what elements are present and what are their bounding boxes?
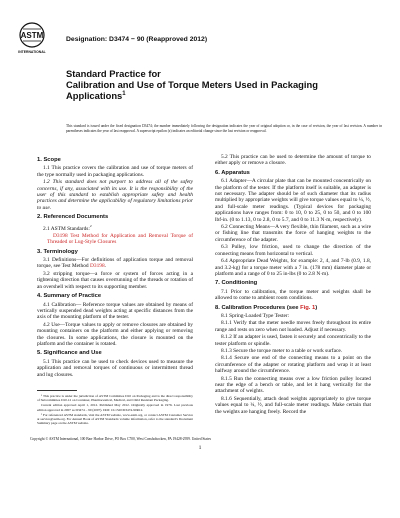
para-8-1: 8.1 Spring-Loaded Type Tester:: [221, 312, 290, 319]
section-3-heading: 3. Terminology: [37, 248, 78, 255]
section-8-heading-text: 8. Calibration Procedures (see: [215, 304, 299, 311]
para-6-3: 6.3 Pulley, low friction, used to change the direction of the connecting means from horizontal to vertical.: [215, 244, 371, 257]
para-5-2: 5.2 This practice can be used to determine the amount of torque to either apply or remove a closure.: [215, 154, 371, 167]
link-d3198[interactable]: D3198: [89, 263, 105, 270]
section-2-heading: 2. Referenced Documents: [37, 214, 109, 221]
title-line-3-text: Applications: [66, 90, 123, 101]
section-7-heading: 7. Conditioning: [215, 280, 258, 287]
para-8-1-5: 8.1.5 Run the connecting means over a low friction pulley located near the edge of a bench or table, and let it hang vertically for the attachment of weights.: [215, 375, 371, 395]
section-8-heading: [215, 305, 371, 311]
left-column: [37, 154, 193, 379]
para-1-1: 1.1 This practice covers the calibration and use of torque meters of the type normally used in packaging applications.: [37, 165, 193, 178]
para-2-1: [37, 223, 193, 232]
right-column: [215, 154, 371, 416]
reference-d3198[interactable]: [37, 233, 193, 246]
para-3-2: 3.2 stripping torque—a force or system of forces acting in a tightening direction that causes overrunning of the threads or rotation of an overshell with respect to its supporting member.: [37, 270, 193, 290]
document-title: [66, 68, 366, 101]
para-4-1: 4.1 Calibration— Reference torque values are obtained by means of vertically suspended dead weights acting at specific distances from the axis of the mounting platform of the tester.: [37, 301, 193, 321]
link-fig-1[interactable]: Fig. 1: [300, 304, 316, 311]
para-1-2-text: 1.2 This standard does not purport to address all of the safety concerns, if any, associated with its use. It is the responsibility of the user of this standard to establish appropriate safety and health practices and determine the applicability of regulatory limitations prior to use.: [37, 179, 193, 211]
section-8-heading-close: ): [315, 304, 318, 311]
section-5-heading: 5. Significance and Use: [37, 350, 102, 357]
title-line-3: [66, 90, 366, 101]
title-line-2: Calibration and Use of Torque Meters Used in Packaging: [66, 79, 318, 90]
page-number: 1: [198, 445, 202, 451]
astm-logo: [17, 22, 47, 55]
para-3-1-text: 3.1 Definitions—For definitions of application torque and removal torque, see Test Method: [37, 257, 193, 270]
footnote-1-edition: Current edition approved April 1, 2012. Published May 2012. Originally approved in 1976. Last previous edition approved in 2007 as D3474 – 90 (2007). DOI: 10.1520/D3474-90R12.: [37, 403, 193, 412]
para-6-4: 6.4 Appropriate Dead Weights, for example: 2, 4, and 7-lb (0.9, 1.8, and 3.2-kg) for a torque meter with a 7 in. (178 mm) diameter plate or platform and a range of 0 to 25 in-lbs (0 to 2.8 N·m).: [215, 258, 371, 277]
para-2-1-sup: 2: [89, 223, 92, 228]
para-8-1-3: 8.1.3 Secure the torque meter to a table or work surface.: [221, 347, 343, 354]
logo-text: INTERNATIONAL: [18, 50, 46, 54]
para-5-1: 5.1 This practice can be used to check devices used to measure the application and removal torques of continuous or intermittent thread and lug closures.: [37, 358, 193, 378]
section-1-heading: 1. Scope: [37, 157, 61, 163]
footnote-divider: [37, 390, 77, 391]
para-1-2: [37, 179, 193, 211]
para-8-1-2: 8.1.2 If an adapter is used, fasten it securely and concentrically to the tester platform or spindle.: [215, 334, 371, 347]
reference-title[interactable]: Test Method for Application and Removal Torque of Threaded or Lug-Style Closures: [47, 232, 193, 246]
para-2-1-text: 2.1 ASTM Standards:: [43, 225, 90, 232]
para-8-1-6: 8.1.6 Sequentially, attach dead weights appropriately to give torque values equal to ¼, ½, and full-scale meter readings. Make certain that the weights are hanging freely. Record the: [215, 395, 371, 415]
title-footnote-mark: 1: [122, 90, 126, 97]
astm-international-logo-icon: [17, 22, 47, 55]
para-8-1-1: 8.1.1 Verify that the meter needle moves freely throughout its entire range and rests on zero when not loaded. Adjust if necessary.: [215, 320, 371, 333]
title-line-1: Standard Practice for: [66, 68, 161, 79]
para-6-2: 6.2 Connecting Means—A very flexible, thin filament, such as a wire or fishing line that transmits the force of hanging weights to the circumference of the adapter.: [215, 224, 371, 243]
svg-text:ASTM: ASTM: [20, 31, 44, 40]
para-6-1: 6.1 Adapter—A circular plate that can be mounted concentrically on the platform of the tester. If the platform itself is suitable, an adapter is not necessary. The adapter should be of such diameter that its radius multiplied by appropriate weights will give torque values equal to ¼, ½, and full-scale meter readings. (Typical devices for packaging applications have ranges from: 0 to 10, 0 to 25, 0 to 50, and 0 to 100 lbf-in. (0 to 1.13, 0 to 2.8, 0 to 5.7, and 0 to 11.3 N·m, respectively).: [215, 178, 371, 223]
section-6-heading: 6. Apparatus: [215, 169, 250, 176]
para-3-1: 3.1 Definitions—For definitions of application torque and removal torque, see Test Method D3198.: [37, 257, 193, 270]
copyright-notice: Copyright © ASTM International, 100 Barr Harbor Drive, PO Box C700, West Conshohocken, PA 19428-2959. United States: [30, 437, 212, 441]
footnotes: [37, 390, 193, 426]
section-4-heading: 4. Summary of Practice: [37, 293, 102, 300]
para-8-1-4: 8.1.4 Secure one end of the connecting means to a point on the circumference of the adapter or rotating platform and wrap it at least halfway around the circumference.: [215, 355, 371, 375]
reference-code[interactable]: D3198: [53, 232, 68, 239]
para-4-2: 4.2 Use—Torque values to apply or remove closures are obtained by mounting containers on the platform and either applying or removing the closures. In some applications, the closure is mounted on the platform and the container is rotated.: [37, 321, 193, 347]
footnote-1: ¹ This practice is under the jurisdiction of ASTM Committee D10 on Packaging and is the direct responsibility of Subcommittee D10.12 on Container, Pharmaceutical, Medical, and Child Resistant Packaging.: [37, 394, 193, 403]
footnote-2: ² For referenced ASTM standards, visit the ASTM website, www.astm.org, or contact ASTM Customer Service at service@astm.org. For Annual Book of ASTM Standards volume information, refer to the standard's Document Summary page on the ASTM website.: [37, 412, 193, 426]
standard-issuance-note: This standard is issued under the fixed designation D3474; the number immediately following the designation indicates the year of original adoption or, in the case of revision, the year of last revision. A number in parentheses indicates the year of last reapproval. A superscript epsilon (ε) indicates an editorial change since the last revision or reapproval.: [66, 124, 382, 133]
designation: Designation: D3474 − 90 (Reapproved 2012): [66, 36, 208, 43]
para-7-1: 7.1 Prior to calibration, the torque meter and weights shall be allowed to come to ambient room conditions.: [215, 288, 371, 302]
